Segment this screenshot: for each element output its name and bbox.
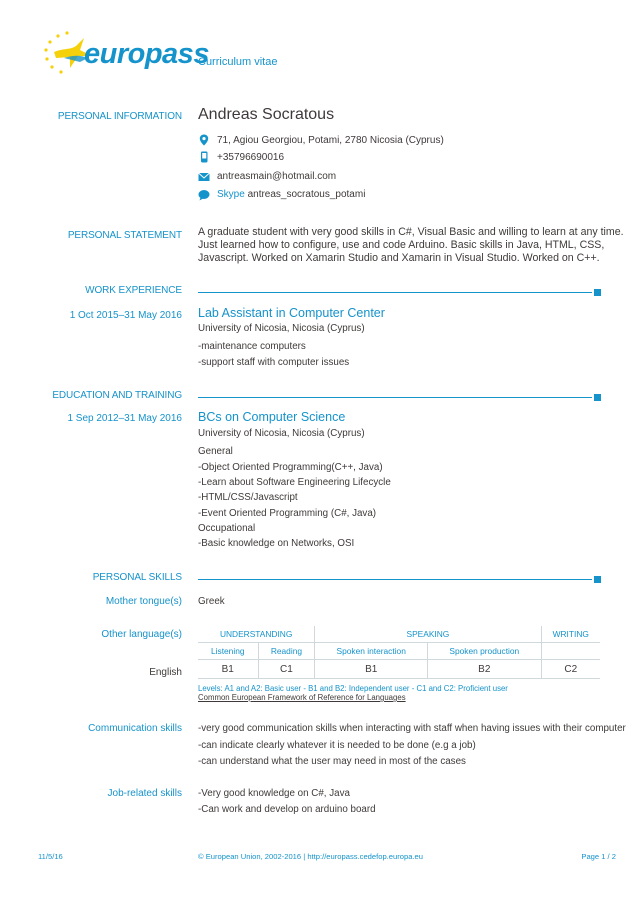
section-divider-square [594,289,601,296]
education-item: -Object Oriented Programming(C++, Java) [198,462,383,473]
level-spoken-interaction: B1 [315,660,428,679]
level-listening: B1 [198,660,258,679]
subheader-spoken-production: Spoken production [428,643,541,660]
mother-tongue: Greek [198,596,225,607]
job-item: -Very good knowledge on C#, Java [198,788,350,799]
education-item: -Basic knowledge on Networks, OSI [198,538,355,549]
doc-title: Curriculum vitae [198,56,278,68]
footer-copyright[interactable]: © European Union, 2002-2016 | http://europass.cedefop.europa.eu [198,852,423,861]
job-item: -Can work and develop on arduino board [198,804,376,815]
language-table-subheader [198,643,600,660]
language-table-header [198,626,600,643]
level-spoken-production: B2 [428,660,541,679]
education-date: 1 Sep 2012–31 May 2016 [67,413,182,424]
mother-tongue-label: Mother tongue(s) [105,596,182,607]
person-name: Andreas Socratous [198,106,335,123]
subheader-writing-empty [541,643,600,660]
section-divider [198,292,592,293]
education-item: Occupational [198,523,256,534]
statement-line: Just learned how to configure, use and code Arduino. Basic skills in Java, HTML, CSS, [198,239,605,251]
section-divider [198,397,592,398]
section-divider-square [594,576,601,583]
framework-link[interactable]: Common European Framework of Reference for Languages [198,693,406,702]
europass-logo [40,28,210,78]
work-item: -maintenance computers [198,341,306,352]
section-divider-square [594,394,601,401]
footer-date: 11/5/16 [38,852,63,861]
email[interactable]: antreasmain@hotmail.com [217,171,337,182]
education-title: BCs on Computer Science [198,410,346,424]
header-understanding: UNDERSTANDING [198,626,315,643]
header-speaking: SPEAKING [315,626,541,643]
subheader-listening: Listening [198,643,258,660]
chat-icon [198,189,210,201]
statement-line: A graduate student with very good skills in C#, Visual Basic and willing to learn at any time. [198,226,624,238]
education-item: -HTML/CSS/Javascript [198,492,298,503]
skype-label: Skype [217,189,245,200]
section-divider [198,579,592,580]
communication-item: -very good communication skills when interacting with staff when having issues with their computer [198,723,626,734]
location-icon [198,134,210,146]
level-writing: C2 [541,660,600,679]
skype-id: antreas_socratous_potami [247,189,366,200]
work-item: -support staff with computer issues [198,357,350,368]
communication-skills-label: Communication skills [88,723,182,734]
level-reading: C1 [258,660,315,679]
statement-line: Javascript. Worked on Xamarin Studio and Xamarin in Visual Studio. Worked on C++. [198,252,600,264]
section-label-personal-statement: PERSONAL STATEMENT [67,230,182,241]
communication-item: -can understand what the user may need in most of the cases [198,756,466,767]
other-languages-label: Other language(s) [101,629,182,640]
education-item: -Learn about Software Engineering Lifecycle [198,477,391,488]
job-skills-label: Job-related skills [107,788,182,799]
language-table [198,626,600,679]
language-name: English [149,667,182,678]
levels-note: Levels: A1 and A2: Basic user - B1 and B2: Independent user - C1 and C2: Proficient user [198,684,508,693]
section-label-personal-skills: PERSONAL SKILLS [92,572,182,583]
subheader-spoken-interaction: Spoken interaction [315,643,428,660]
logo-text: europass [84,38,209,70]
work-employer: University of Nicosia, Nicosia (Cyprus) [198,323,365,334]
language-row-english [198,660,600,679]
skype-row [217,189,365,200]
section-label-education: EDUCATION AND TRAINING [52,390,182,401]
communication-item: -can indicate clearly whatever it is needed to be done (e.g a job) [198,740,476,751]
phone-icon [198,151,210,163]
footer-page: Page 1 / 2 [581,852,616,861]
education-item: General [198,446,233,457]
section-label-work-experience: WORK EXPERIENCE [85,285,182,296]
address: 71, Agiou Georgiou, Potami, 2780 Nicosia (Cyprus) [217,135,444,146]
section-label-personal-information: PERSONAL INFORMATION [57,111,182,122]
work-date: 1 Oct 2015–31 May 2016 [69,310,182,321]
email-icon [198,171,210,183]
education-institution: University of Nicosia, Nicosia (Cyprus) [198,428,365,439]
header-writing: WRITING [541,626,600,643]
education-item: -Event Oriented Programming (C#, Java) [198,508,377,519]
work-title: Lab Assistant in Computer Center [198,306,385,320]
phone: +35796690016 [217,152,285,163]
subheader-reading: Reading [258,643,315,660]
